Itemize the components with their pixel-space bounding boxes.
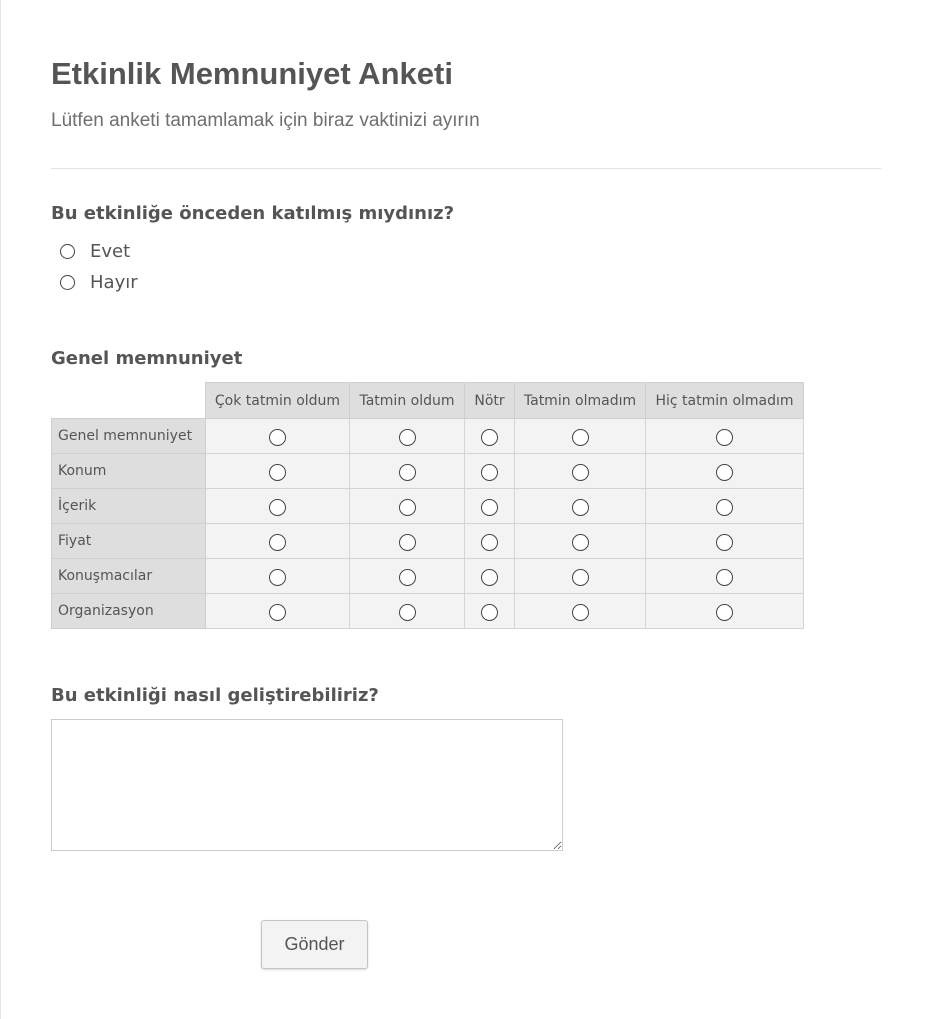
matrix-cell[interactable]	[206, 419, 350, 454]
matrix-row-speakers	[52, 559, 804, 594]
column-very-satisfied: Çok tatmin oldum	[206, 383, 350, 419]
question-prior-attendance-label: Bu etkinliğe önceden katılmış mıydınız?	[51, 203, 455, 224]
matrix-radio[interactable]	[572, 429, 589, 446]
column-neutral: Nötr	[465, 383, 515, 419]
matrix-radio[interactable]	[716, 534, 733, 551]
row-label-overall: Genel memnuniyet	[52, 419, 206, 454]
matrix-radio[interactable]	[399, 464, 416, 481]
improvement-textarea[interactable]	[51, 719, 563, 851]
matrix-header-row	[52, 383, 804, 419]
option-no-label[interactable]: Hayır	[90, 272, 138, 293]
matrix-cell[interactable]	[206, 594, 350, 629]
matrix-cell[interactable]	[646, 419, 804, 454]
matrix-radio[interactable]	[399, 534, 416, 551]
matrix-row-location	[52, 454, 804, 489]
matrix-radio[interactable]	[399, 429, 416, 446]
matrix-radio[interactable]	[572, 569, 589, 586]
question-satisfaction-label: Genel memnuniyet	[51, 348, 243, 369]
matrix-radio[interactable]	[269, 604, 286, 621]
matrix-radio[interactable]	[481, 534, 498, 551]
matrix-row-content	[52, 489, 804, 524]
matrix-radio[interactable]	[399, 569, 416, 586]
matrix-radio[interactable]	[269, 534, 286, 551]
matrix-radio[interactable]	[572, 499, 589, 516]
matrix-cell[interactable]	[465, 524, 515, 559]
matrix-cell[interactable]	[350, 489, 465, 524]
matrix-radio[interactable]	[269, 499, 286, 516]
radio-yes[interactable]	[60, 244, 75, 259]
matrix-radio[interactable]	[716, 464, 733, 481]
header-divider	[51, 168, 881, 169]
matrix-radio[interactable]	[481, 464, 498, 481]
matrix-radio[interactable]	[481, 604, 498, 621]
column-very-dissatisfied: Hiç tatmin olmadım	[646, 383, 804, 419]
matrix-cell[interactable]	[465, 559, 515, 594]
matrix-cell[interactable]	[206, 559, 350, 594]
row-label-price: Fiyat	[52, 524, 206, 559]
option-no[interactable]	[60, 267, 138, 298]
option-yes-label[interactable]: Evet	[90, 241, 131, 262]
page-title: Etkinlik Memnuniyet Anketi	[51, 56, 453, 91]
page-subtitle: Lütfen anketi tamamlamak için biraz vaktinizi ayırın	[51, 110, 480, 131]
matrix-cell[interactable]	[515, 524, 646, 559]
matrix-cell[interactable]	[515, 419, 646, 454]
matrix-row-organization	[52, 594, 804, 629]
matrix-radio[interactable]	[481, 499, 498, 516]
matrix-radio[interactable]	[481, 569, 498, 586]
matrix-radio[interactable]	[481, 429, 498, 446]
matrix-cell[interactable]	[515, 559, 646, 594]
matrix-cell[interactable]	[646, 594, 804, 629]
matrix-radio[interactable]	[716, 429, 733, 446]
matrix-radio[interactable]	[269, 429, 286, 446]
matrix-radio[interactable]	[716, 499, 733, 516]
question-improvement-label: Bu etkinliği nasıl geliştirebiliriz?	[51, 685, 379, 706]
matrix-radio[interactable]	[716, 604, 733, 621]
column-dissatisfied: Tatmin olmadım	[515, 383, 646, 419]
matrix-radio[interactable]	[399, 604, 416, 621]
matrix-cell[interactable]	[206, 454, 350, 489]
matrix-radio[interactable]	[269, 464, 286, 481]
matrix-cell[interactable]	[646, 489, 804, 524]
matrix-row-price	[52, 524, 804, 559]
matrix-radio[interactable]	[269, 569, 286, 586]
matrix-cell[interactable]	[465, 489, 515, 524]
matrix-cell[interactable]	[515, 489, 646, 524]
column-satisfied: Tatmin oldum	[350, 383, 465, 419]
matrix-radio[interactable]	[572, 604, 589, 621]
matrix-radio[interactable]	[572, 464, 589, 481]
matrix-cell[interactable]	[646, 559, 804, 594]
row-label-speakers: Konuşmacılar	[52, 559, 206, 594]
row-label-location: Konum	[52, 454, 206, 489]
matrix-radio[interactable]	[572, 534, 589, 551]
matrix-cell[interactable]	[465, 419, 515, 454]
matrix-cell[interactable]	[350, 454, 465, 489]
matrix-cell[interactable]	[206, 524, 350, 559]
matrix-corner	[52, 383, 206, 419]
matrix-row-overall	[52, 419, 804, 454]
matrix-cell[interactable]	[515, 594, 646, 629]
matrix-cell[interactable]	[350, 524, 465, 559]
radio-no[interactable]	[60, 275, 75, 290]
prior-attendance-options	[60, 236, 138, 298]
matrix-cell[interactable]	[515, 454, 646, 489]
matrix-radio[interactable]	[399, 499, 416, 516]
matrix-radio[interactable]	[716, 569, 733, 586]
satisfaction-matrix	[51, 382, 804, 629]
row-label-content: İçerik	[52, 489, 206, 524]
matrix-cell[interactable]	[350, 559, 465, 594]
matrix-cell[interactable]	[465, 454, 515, 489]
matrix-cell[interactable]	[206, 489, 350, 524]
row-label-organization: Organizasyon	[52, 594, 206, 629]
matrix-cell[interactable]	[646, 524, 804, 559]
option-yes[interactable]	[60, 236, 138, 267]
matrix-cell[interactable]	[465, 594, 515, 629]
submit-button[interactable]: Gönder	[261, 920, 368, 969]
matrix-cell[interactable]	[350, 594, 465, 629]
matrix-cell[interactable]	[350, 419, 465, 454]
matrix-cell[interactable]	[646, 454, 804, 489]
